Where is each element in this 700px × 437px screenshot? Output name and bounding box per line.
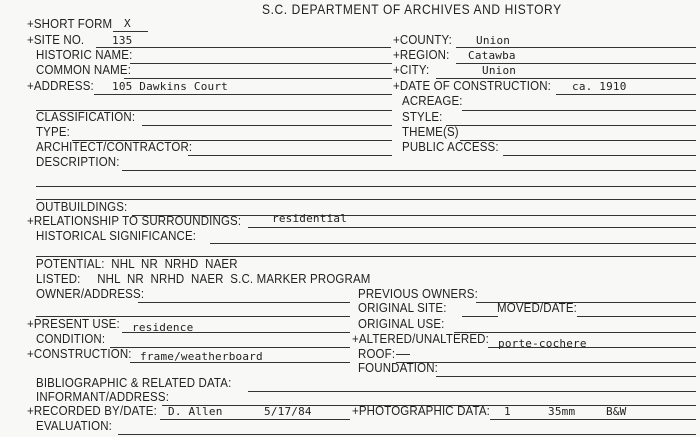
- owner-address-label: OWNER/ADDRESS:: [36, 288, 145, 302]
- type-label: TYPE:: [36, 126, 70, 140]
- classification-line: [142, 125, 392, 126]
- short-form-line: [113, 31, 148, 32]
- description-line: [122, 170, 696, 171]
- previous-owners-label: PREVIOUS OWNERS:: [358, 288, 478, 302]
- outbuildings-label: OUTBUILDINGS:: [36, 201, 128, 215]
- city-value: Union: [482, 64, 517, 77]
- roof-strike: [396, 354, 410, 355]
- altered-label: +ALTERED/UNALTERED:: [352, 333, 489, 347]
- foundation-label: FOUNDATION:: [358, 362, 439, 376]
- address-line: [94, 94, 392, 95]
- photo-size-value: 35mm: [548, 405, 576, 418]
- description-line-3: [36, 199, 696, 200]
- original-site-label: ORIGINAL SITE:: [358, 302, 447, 316]
- informant-label: INFORMANT/ADDRESS:: [36, 391, 170, 405]
- historical-significance-label: HISTORICAL SIGNIFICANCE:: [36, 230, 197, 244]
- architect-line: [188, 155, 392, 156]
- themes-label: THEME(S): [402, 126, 459, 140]
- historic-name-label: HISTORIC NAME:: [36, 49, 133, 63]
- date-of-construction-value: ca. 1910: [572, 80, 627, 93]
- acreage-label: ACREAGE:: [402, 95, 463, 109]
- region-value: Catawba: [468, 49, 516, 62]
- style-line: [446, 125, 696, 126]
- recorded-date-value: 5/17/84: [264, 405, 312, 418]
- city-label: +CITY:: [393, 64, 430, 78]
- address-label: +ADDRESS:: [27, 80, 94, 94]
- style-label: STYLE:: [402, 111, 443, 125]
- public-access-label: PUBLIC ACCESS:: [402, 141, 499, 155]
- moved-date-line: [577, 316, 696, 317]
- common-name-label: COMMON NAME:: [36, 64, 132, 78]
- region-label: +REGION:: [393, 49, 450, 63]
- original-use-line: [454, 332, 696, 333]
- acreage-line: [462, 110, 696, 111]
- construction-value: frame/weatherboard: [140, 350, 263, 363]
- photo-roll-value: 1: [504, 405, 511, 418]
- roof-label: ROOF:: [358, 348, 396, 362]
- county-line: [456, 47, 696, 48]
- short-form-value: X: [124, 17, 131, 30]
- relationship-line: [248, 227, 696, 228]
- county-value: Union: [476, 34, 511, 47]
- moved-date-label: MOVED/DATE:: [497, 302, 578, 316]
- county-label: +COUNTY:: [393, 34, 453, 48]
- evaluation-label: EVALUATION:: [36, 420, 112, 434]
- altered-value: porte-cochere: [498, 337, 587, 350]
- historical-significance-line: [210, 243, 696, 244]
- present-use-value: residence: [132, 321, 194, 334]
- recorded-by-value: D. Allen: [168, 405, 223, 418]
- condition-label: CONDITION:: [36, 333, 106, 347]
- description-label: DESCRIPTION:: [36, 156, 120, 170]
- classification-label: CLASSIFICATION:: [36, 111, 136, 125]
- site-no-value: 135: [112, 34, 133, 47]
- photographic-label: +PHOTOGRAPHIC DATA:: [352, 405, 490, 419]
- historic-name-line: [130, 63, 392, 64]
- city-line: [436, 78, 696, 79]
- bibliographic-line: [248, 391, 696, 392]
- address-value: 105 Dawkins Court: [112, 80, 228, 93]
- relationship-value: residential: [272, 212, 348, 225]
- date-of-construction-line: [556, 94, 696, 95]
- public-access-line: [503, 155, 696, 156]
- owner-address-line-2: [36, 316, 350, 317]
- present-use-label: +PRESENT USE:: [27, 318, 120, 332]
- original-site-line: [462, 316, 498, 317]
- listed-label: LISTED: NHL NR NRHD NAER S.C. MARKER PROGRAM: [36, 273, 371, 287]
- construction-label: +CONSTRUCTION:: [27, 348, 132, 362]
- foundation-line: [436, 376, 696, 377]
- common-name-line: [124, 78, 392, 79]
- recorded-by-line: [160, 419, 350, 420]
- potential-label: POTENTIAL: NHL NR NRHD NAER: [36, 258, 238, 272]
- architect-label: ARCHITECT/CONTRACTOR:: [36, 141, 193, 155]
- original-use-label: ORIGINAL USE:: [358, 318, 445, 332]
- site-no-label: +SITE NO.: [27, 34, 85, 48]
- recorded-by-label: +RECORDED BY/DATE:: [27, 405, 157, 419]
- date-of-construction-label: +DATE OF CONSTRUCTION:: [393, 80, 552, 94]
- roof-line: [396, 362, 696, 363]
- photographic-line: [490, 419, 696, 420]
- page-title: S.C. DEPARTMENT OF ARCHIVES AND HISTORY: [262, 1, 562, 18]
- photo-type-value: B&W: [606, 405, 627, 418]
- present-use-line: [122, 332, 350, 333]
- relationship-label: +RELATIONSHIP TO SURROUNDINGS:: [27, 215, 242, 229]
- altered-line: [488, 347, 696, 348]
- description-line-2: [36, 186, 696, 187]
- bibliographic-label: BIBLIOGRAPHIC & RELATED DATA:: [36, 377, 232, 391]
- site-no-line: [96, 47, 391, 48]
- historical-significance-line-2: [36, 256, 696, 257]
- evaluation-line: [118, 434, 696, 435]
- condition-line: [110, 347, 350, 348]
- owner-address-line: [138, 302, 350, 303]
- short-form-label: +SHORT FORM: [27, 18, 113, 32]
- construction-line: [130, 362, 350, 363]
